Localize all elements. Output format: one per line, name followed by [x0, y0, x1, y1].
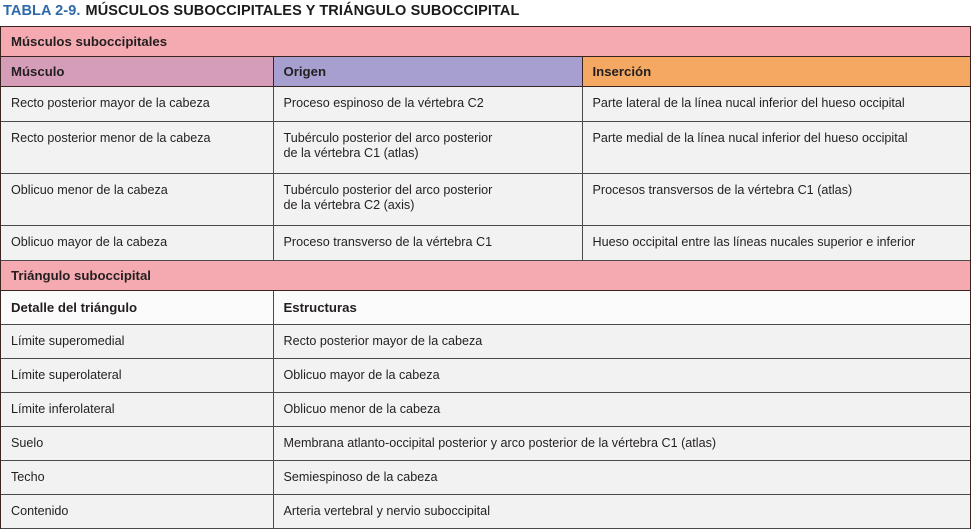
- table-row: [1, 87, 970, 122]
- column-header-detalle: Detalle del triángulo: [1, 291, 273, 325]
- page-title: [0, 0, 974, 26]
- cell-detalle: Límite superolateral: [1, 359, 273, 393]
- cell-estructuras: Membrana atlanto-occipital posterior y arco posterior de la vértebra C1 (atlas): [273, 427, 970, 461]
- table-row: [1, 461, 970, 495]
- cell-origen-line2: de la vértebra C1 (atlas): [283, 146, 419, 160]
- cell-origen-line1: Proceso espinoso de la vértebra C2: [283, 96, 484, 110]
- table-row: [1, 427, 970, 461]
- cell-detalle: Límite inferolateral: [1, 393, 273, 427]
- cell-insercion: Procesos transversos de la vértebra C1 (atlas): [582, 174, 970, 226]
- anatomy-table: [0, 26, 971, 529]
- cell-estructuras: Oblicuo mayor de la cabeza: [273, 359, 970, 393]
- cell-estructuras: Oblicuo menor de la cabeza: [273, 393, 970, 427]
- table-row: [1, 325, 970, 359]
- cell-estructuras: Semiespinoso de la cabeza: [273, 461, 970, 495]
- table-row: [1, 495, 970, 529]
- cell-detalle: Contenido: [1, 495, 273, 529]
- table-row: [1, 226, 970, 261]
- cell-origen-line1: Tubérculo posterior del arco posterior: [283, 131, 493, 145]
- table-number: TABLA 2-9.: [3, 3, 81, 19]
- cell-insercion: Parte lateral de la línea nucal inferior del hueso occipital: [582, 87, 970, 122]
- cell-detalle: Suelo: [1, 427, 273, 461]
- column-header-estructuras: Estructuras: [273, 291, 970, 325]
- cell-detalle: Límite superomedial: [1, 325, 273, 359]
- table-row: [1, 393, 970, 427]
- column-header-origen: Origen: [273, 57, 582, 87]
- table-grid: [1, 27, 970, 529]
- cell-origen-line1: Tubérculo posterior del arco posterior: [283, 183, 493, 197]
- section-band-muscles: [1, 27, 970, 57]
- column-header-row-triangle: [1, 291, 970, 325]
- table-row: [1, 174, 970, 226]
- cell-origen: [273, 87, 582, 122]
- column-header-musculo: Músculo: [1, 57, 273, 87]
- cell-musculo: Recto posterior mayor de la cabeza: [1, 87, 273, 122]
- cell-origen: [273, 174, 582, 226]
- table-row: [1, 122, 970, 174]
- cell-musculo: Oblicuo menor de la cabeza: [1, 174, 273, 226]
- section-band-label-triangle: Triángulo suboccipital: [1, 261, 970, 291]
- cell-musculo: Recto posterior menor de la cabeza: [1, 122, 273, 174]
- section-band-triangle: [1, 261, 970, 291]
- column-header-insercion: Inserción: [582, 57, 970, 87]
- table-caption: MÚSCULOS SUBOCCIPITALES Y TRIÁNGULO SUBOCCIPITAL: [85, 3, 520, 19]
- section-band-label-muscles: Músculos suboccipitales: [1, 27, 970, 57]
- cell-origen: [273, 226, 582, 261]
- cell-musculo: Oblicuo mayor de la cabeza: [1, 226, 273, 261]
- table-row: [1, 359, 970, 393]
- cell-estructuras: Recto posterior mayor de la cabeza: [273, 325, 970, 359]
- cell-estructuras: Arteria vertebral y nervio suboccipital: [273, 495, 970, 529]
- cell-origen-line2: de la vértebra C2 (axis): [283, 198, 415, 212]
- cell-insercion: Hueso occipital entre las líneas nucales superior e inferior: [582, 226, 970, 261]
- cell-origen: [273, 122, 582, 174]
- cell-detalle: Techo: [1, 461, 273, 495]
- cell-origen-line1: Proceso transverso de la vértebra C1: [283, 235, 493, 249]
- column-header-row-muscles: [1, 57, 970, 87]
- cell-insercion: Parte medial de la línea nucal inferior del hueso occipital: [582, 122, 970, 174]
